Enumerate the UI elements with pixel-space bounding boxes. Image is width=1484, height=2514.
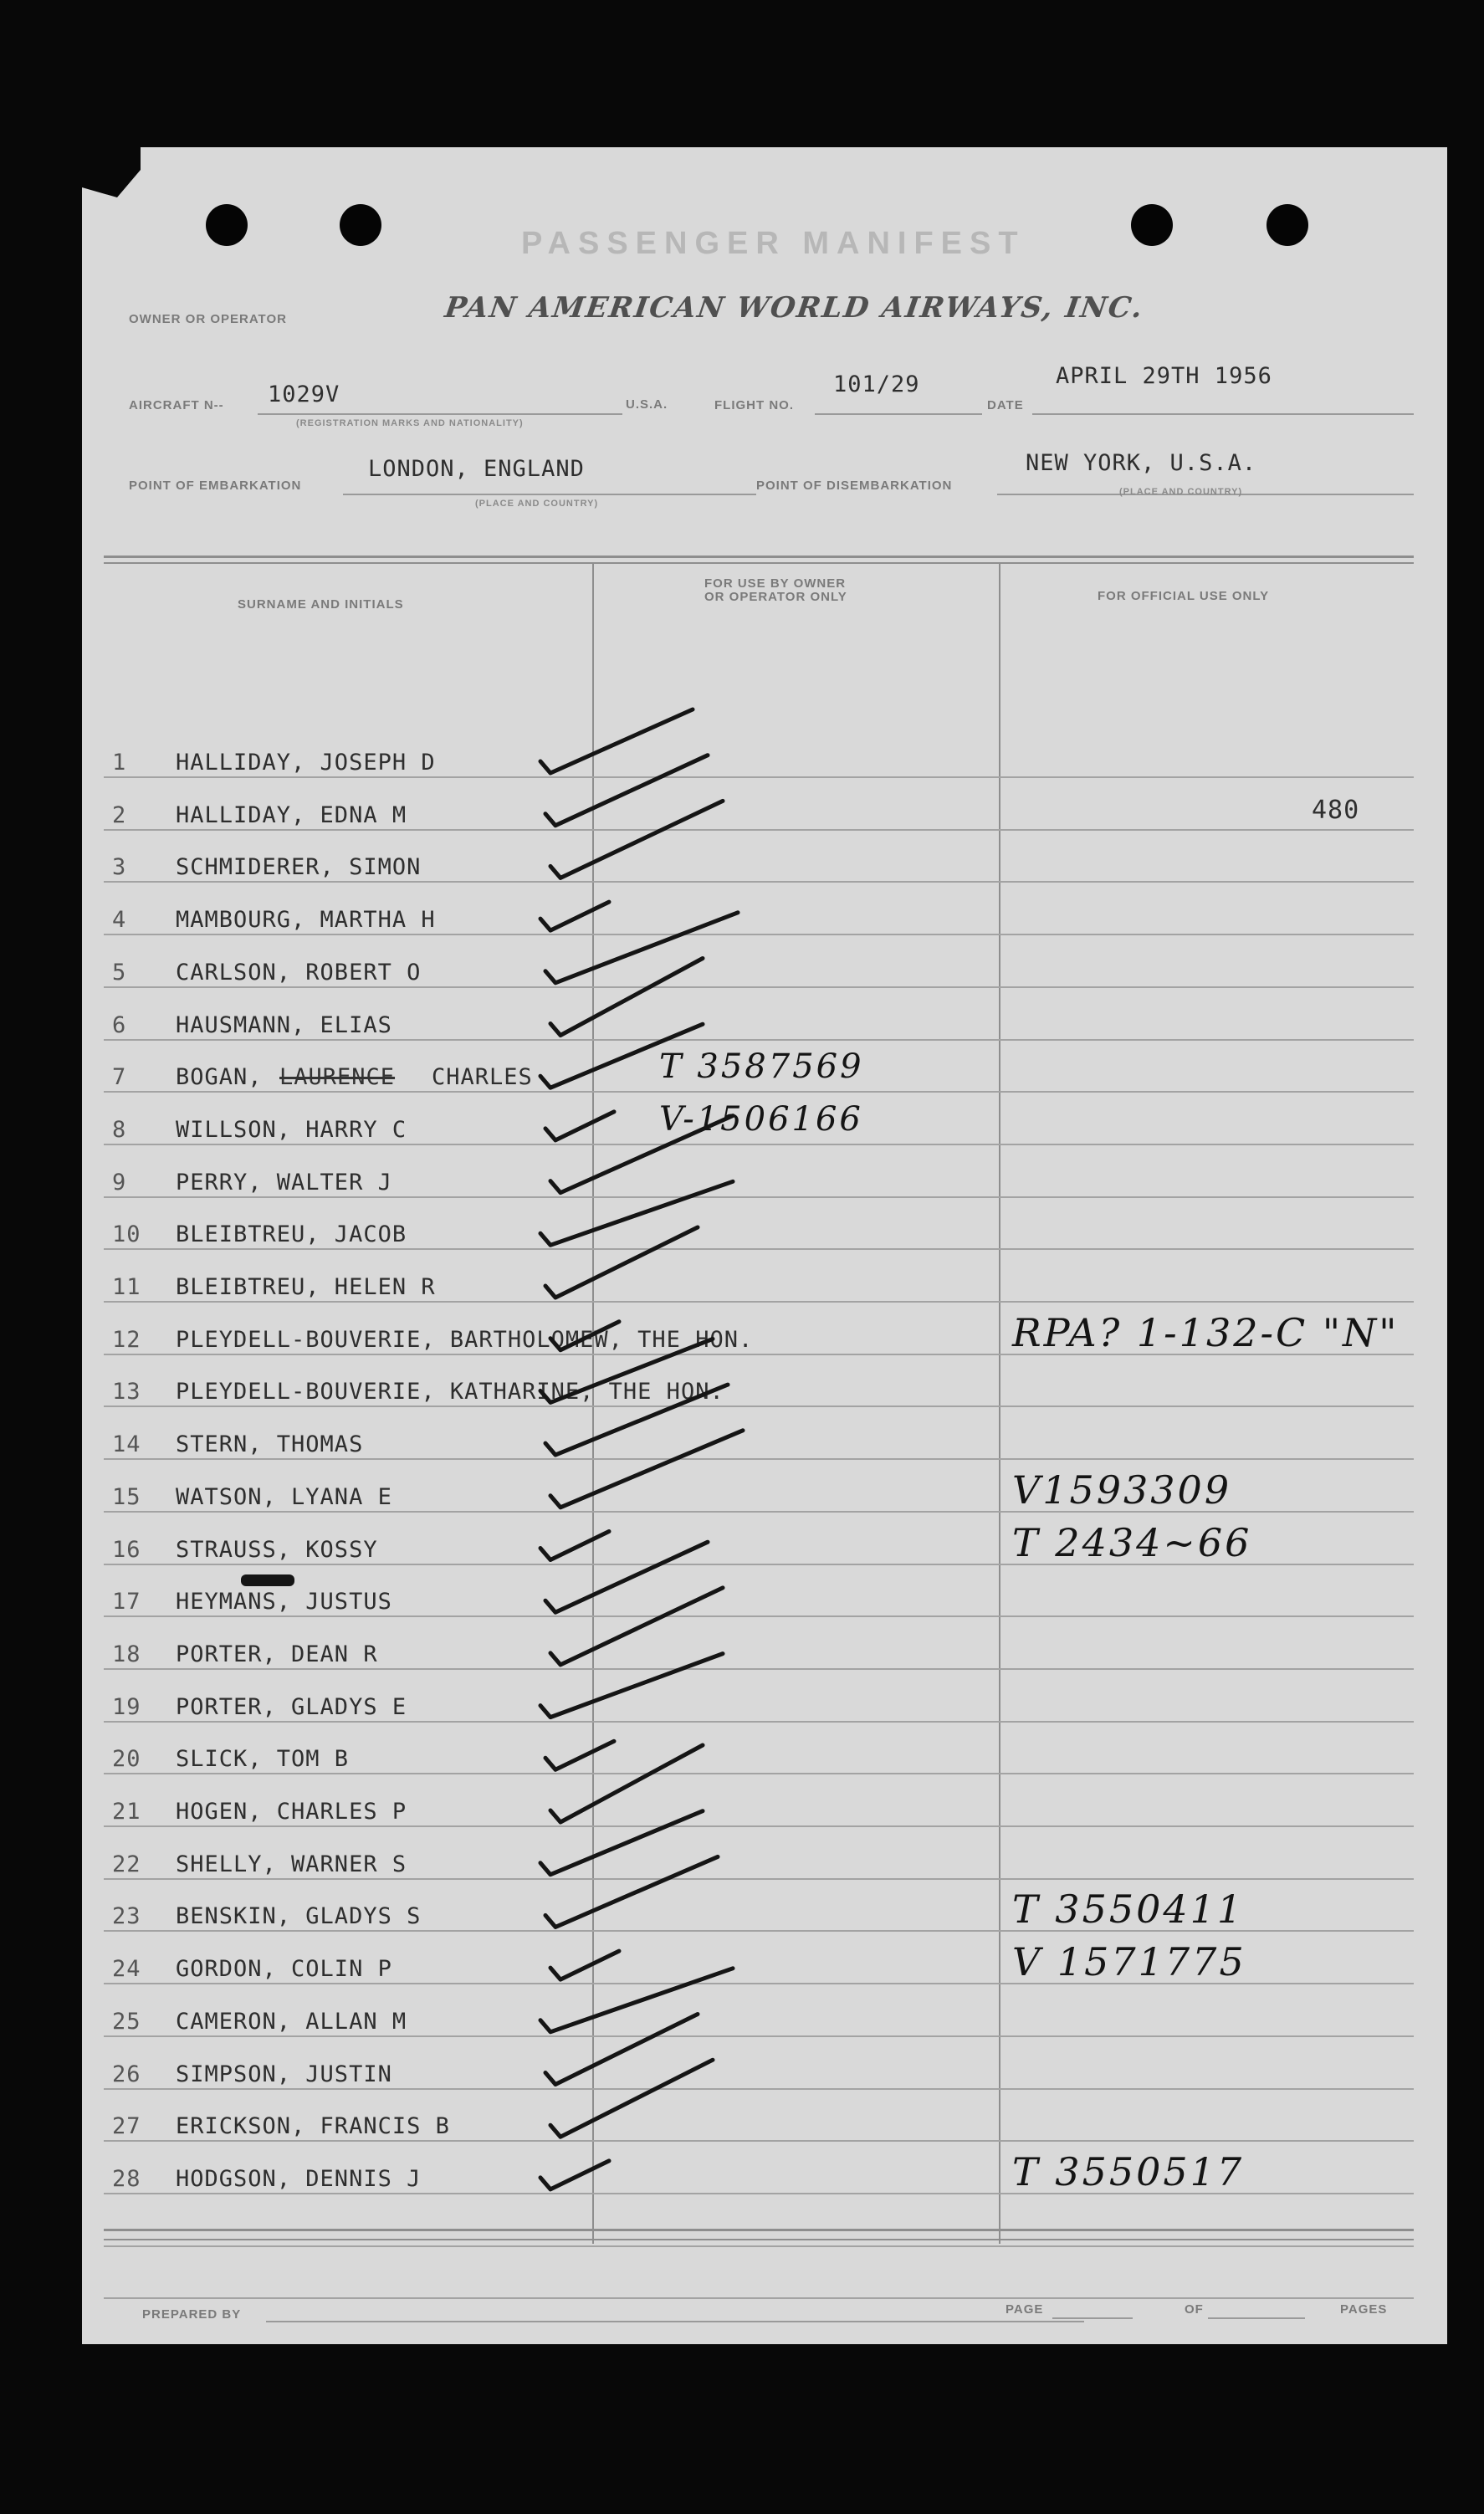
passenger-name: PLEYDELL-BOUVERIE, BARTHOLOMEW, THE HON. (176, 1326, 754, 1353)
pages-label: PAGES (1340, 2302, 1388, 2317)
row-number: 13 (112, 1379, 141, 1405)
date-value: APRIL 29TH 1956 (1056, 363, 1272, 389)
row-number: 26 (112, 2061, 141, 2087)
passenger-name: MAMBOURG, MARTHA H (176, 907, 436, 934)
check-marks-overlay (82, 147, 1447, 2344)
row-number: 27 (112, 2113, 141, 2140)
owner-note: V-1506166 (659, 1099, 863, 1139)
row-number: 25 (112, 2008, 141, 2035)
row-number: 22 (112, 1851, 141, 1877)
passenger-name: STERN, THOMAS (176, 1431, 364, 1458)
form-title: PASSENGER MANIFEST (521, 226, 1026, 261)
manifest-sheet (82, 147, 1447, 2344)
passenger-name: HEYMANS, JUSTUS (176, 1589, 392, 1615)
date-label: DATE (987, 398, 1024, 412)
passenger-name: HOGEN, CHARLES P (176, 1799, 407, 1825)
passenger-name: STRAUSS, KOSSY (176, 1536, 378, 1563)
flight-no-label: FLIGHT NO. (714, 398, 794, 412)
passenger-name: HALLIDAY, EDNA M (176, 801, 407, 828)
flight-no-value: 101/29 (833, 371, 920, 397)
row-number: 23 (112, 1903, 141, 1930)
page-label: PAGE (1006, 2302, 1044, 2317)
aircraft-label: AIRCRAFT N-- (129, 398, 224, 412)
aircraft-value: 1029V (268, 381, 340, 407)
official-note: T 2434~66 (1012, 1519, 1252, 1565)
passenger-name: WILLSON, HARRY C (176, 1116, 407, 1143)
row-number: 15 (112, 1483, 141, 1510)
passenger-name: GORDON, COLIN P (176, 1956, 392, 1983)
row-number: 19 (112, 1693, 141, 1720)
official-note: V1593309 (1012, 1467, 1232, 1513)
passenger-name: SCHMIDERER, SIMON (176, 854, 422, 881)
passenger-name: SHELLY, WARNER S (176, 1851, 407, 1877)
embarkation-label: POINT OF EMBARKATION (129, 479, 302, 493)
passenger-name: BENSKIN, GLADYS S (176, 1903, 422, 1930)
row-number: 9 (112, 1169, 127, 1196)
row-number: 11 (112, 1274, 141, 1300)
disembarkation-value: NEW YORK, U.S.A. (1026, 450, 1257, 476)
row-number: 3 (112, 854, 127, 881)
passenger-name: CAMERON, ALLAN M (176, 2008, 407, 2035)
passenger-name: BLEIBTREU, JACOB (176, 1221, 407, 1248)
passenger-name: PORTER, GLADYS E (176, 1693, 407, 1720)
airline-name: PAN AMERICAN WORLD AIRWAYS, INC. (443, 291, 1146, 325)
row-number: 17 (112, 1589, 141, 1615)
owner-operator-label: OWNER OR OPERATOR (129, 312, 287, 326)
surname-column-header: SURNAME AND INITIALS (238, 597, 404, 612)
row-number: 8 (112, 1116, 127, 1143)
scribble-strike (241, 1574, 294, 1586)
usa-label: U.S.A. (626, 397, 668, 412)
owner-note: T 3587569 (659, 1047, 864, 1087)
row-number: 2 (112, 801, 127, 828)
row-number: 12 (112, 1326, 141, 1353)
official-note: RPA? 1-132-C "N" (1012, 1309, 1400, 1355)
row-number: 5 (112, 959, 127, 986)
passenger-name: BLEIBTREU, HELEN R (176, 1274, 436, 1300)
struck-name: LAURENCE (279, 1064, 396, 1091)
disembarkation-label: POINT OF DISEMBARKATION (756, 479, 953, 493)
row-number: 28 (112, 2165, 141, 2192)
row-number: 6 (112, 1011, 127, 1038)
row-number: 20 (112, 1746, 141, 1773)
prepared-by-label: PREPARED BY (142, 2307, 242, 2322)
official-note: T 3550411 (1012, 1887, 1245, 1933)
passenger-name: ERICKSON, FRANCIS B (176, 2113, 450, 2140)
row-number: 18 (112, 1641, 141, 1667)
row-number: 24 (112, 1956, 141, 1983)
passenger-name: PORTER, DEAN R (176, 1641, 378, 1667)
given-name-corrected: CHARLES (432, 1064, 533, 1091)
passenger-name: HALLIDAY, JOSEPH D (176, 750, 436, 776)
passenger-name: HAUSMANN, ELIAS (176, 1011, 392, 1038)
passenger-name: PLEYDELL-BOUVERIE, KATHARINE, THE HON. (176, 1379, 724, 1405)
passenger-name: CARLSON, ROBERT O (176, 959, 422, 986)
row-number: 4 (112, 907, 127, 934)
passenger-name: SIMPSON, JUSTIN (176, 2061, 392, 2087)
passenger-name: SLICK, TOM B (176, 1746, 350, 1773)
official-note: 480 (1312, 795, 1360, 825)
embarkation-value: LONDON, ENGLAND (368, 456, 585, 482)
row-number: 16 (112, 1536, 141, 1563)
passenger-name: WATSON, LYANA E (176, 1483, 392, 1510)
official-note: T 3550517 (1012, 2148, 1245, 2194)
row-number: 10 (112, 1221, 141, 1248)
surname: BOGAN, (176, 1064, 263, 1091)
of-label: OF (1185, 2302, 1204, 2317)
row-number: 1 (112, 750, 127, 776)
registration-note: (REGISTRATION MARKS AND NATIONALITY) (296, 418, 524, 428)
passenger-name: HODGSON, DENNIS J (176, 2165, 422, 2192)
row-number: 21 (112, 1799, 141, 1825)
embarkation-place-note: (PLACE AND COUNTRY) (475, 499, 599, 509)
row-number: 7 (112, 1064, 127, 1091)
owner-use-column-header: FOR USE BY OWNER OR OPERATOR ONLY (704, 576, 847, 604)
official-use-column-header: FOR OFFICIAL USE ONLY (1098, 589, 1270, 603)
passenger-name: PERRY, WALTER J (176, 1169, 392, 1196)
row-number: 14 (112, 1431, 141, 1458)
official-note: V 1571775 (1012, 1939, 1246, 1985)
disembarkation-place-note: (PLACE AND COUNTRY) (1119, 487, 1243, 497)
